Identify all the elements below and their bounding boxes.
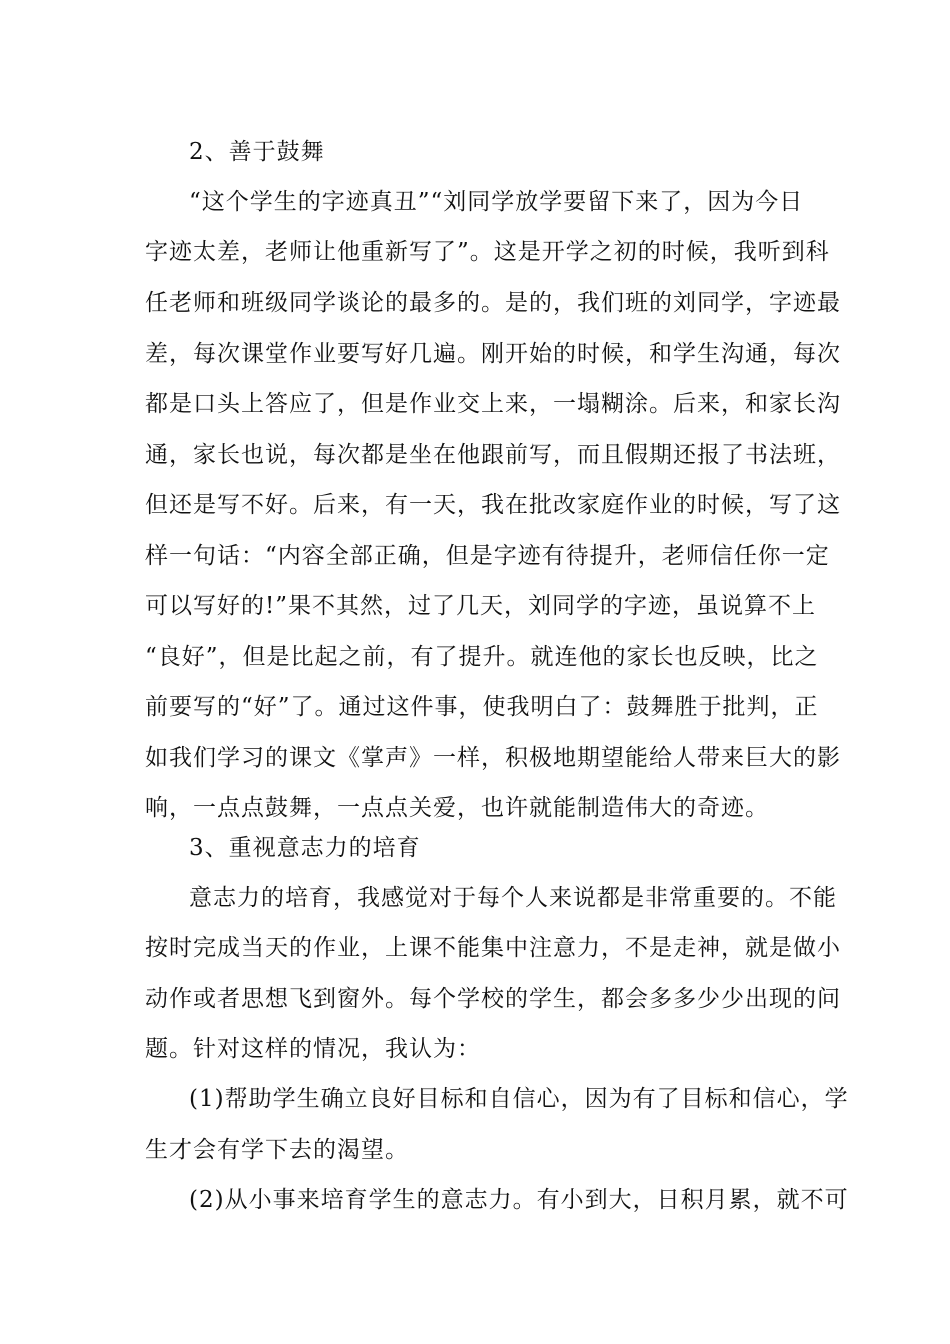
paragraph-line: 任老师和班级同学谈论的最多的。是的，我们班的刘同学，字迹最 bbox=[145, 290, 841, 316]
paragraph-line: 题。针对这样的情况，我认为： bbox=[145, 1036, 481, 1062]
list-item-line: 生才会有学下去的渴望。 bbox=[145, 1137, 409, 1163]
paragraph-line: “这个学生的字迹真丑”“刘同学放学要留下来了，因为今日 bbox=[189, 189, 804, 215]
paragraph-line: 如我们学习的课文《掌声》一样，积极地期望能给人带来巨大的影 bbox=[145, 745, 841, 771]
paragraph-line: 意志力的培育，我感觉对于每个人来说都是非常重要的。不能 bbox=[189, 885, 837, 911]
paragraph-line: 按时完成当天的作业，上课不能集中注意力，不是走神，就是做小 bbox=[145, 935, 841, 961]
paragraph-line: 前要写的“好”了。通过这件事，使我明白了：鼓舞胜于批判，正 bbox=[145, 694, 819, 720]
list-item-line: (1)帮助学生确立良好目标和自信心，因为有了目标和信心，学 bbox=[189, 1086, 849, 1112]
paragraph-line: 可以写好的!”果不其然，过了几天，刘同学的字迹，虽说算不上 bbox=[145, 593, 817, 619]
paragraph-line: 样一句话：“内容全部正确，但是字迹有待提升，老师信任你一定 bbox=[145, 543, 830, 569]
list-item-line: (2)从小事来培育学生的意志力。有小到大，日积月累，就不可 bbox=[189, 1187, 849, 1213]
paragraph-line: “良好”，但是比起之前，有了提升。就连他的家长也反映，比之 bbox=[145, 644, 819, 670]
paragraph-line: 但还是写不好。后来，有一天，我在批改家庭作业的时候，写了这 bbox=[145, 492, 841, 518]
section-heading: 3、重视意志力的培育 bbox=[189, 835, 421, 861]
paragraph-line: 通，家长也说，每次都是坐在他跟前写，而且假期还报了书法班， bbox=[145, 442, 841, 468]
document-body bbox=[145, 0, 849, 1344]
paragraph-line: 都是口头上答应了，但是作业交上来，一塌糊涂。后来，和家长沟 bbox=[145, 391, 841, 417]
paragraph-line: 字迹太差，老师让他重新写了”。这是开学之初的时候，我听到科 bbox=[145, 239, 830, 265]
paragraph-line: 差，每次课堂作业要写好几遍。刚开始的时候，和学生沟通，每次 bbox=[145, 341, 841, 367]
paragraph-line: 响，一点点鼓舞，一点点关爱，也许就能制造伟大的奇迹。 bbox=[145, 795, 769, 821]
paragraph-line: 动作或者思想飞到窗外。每个学校的学生，都会多多少少出现的问 bbox=[145, 986, 841, 1012]
section-heading: 2、善于鼓舞 bbox=[189, 139, 325, 165]
